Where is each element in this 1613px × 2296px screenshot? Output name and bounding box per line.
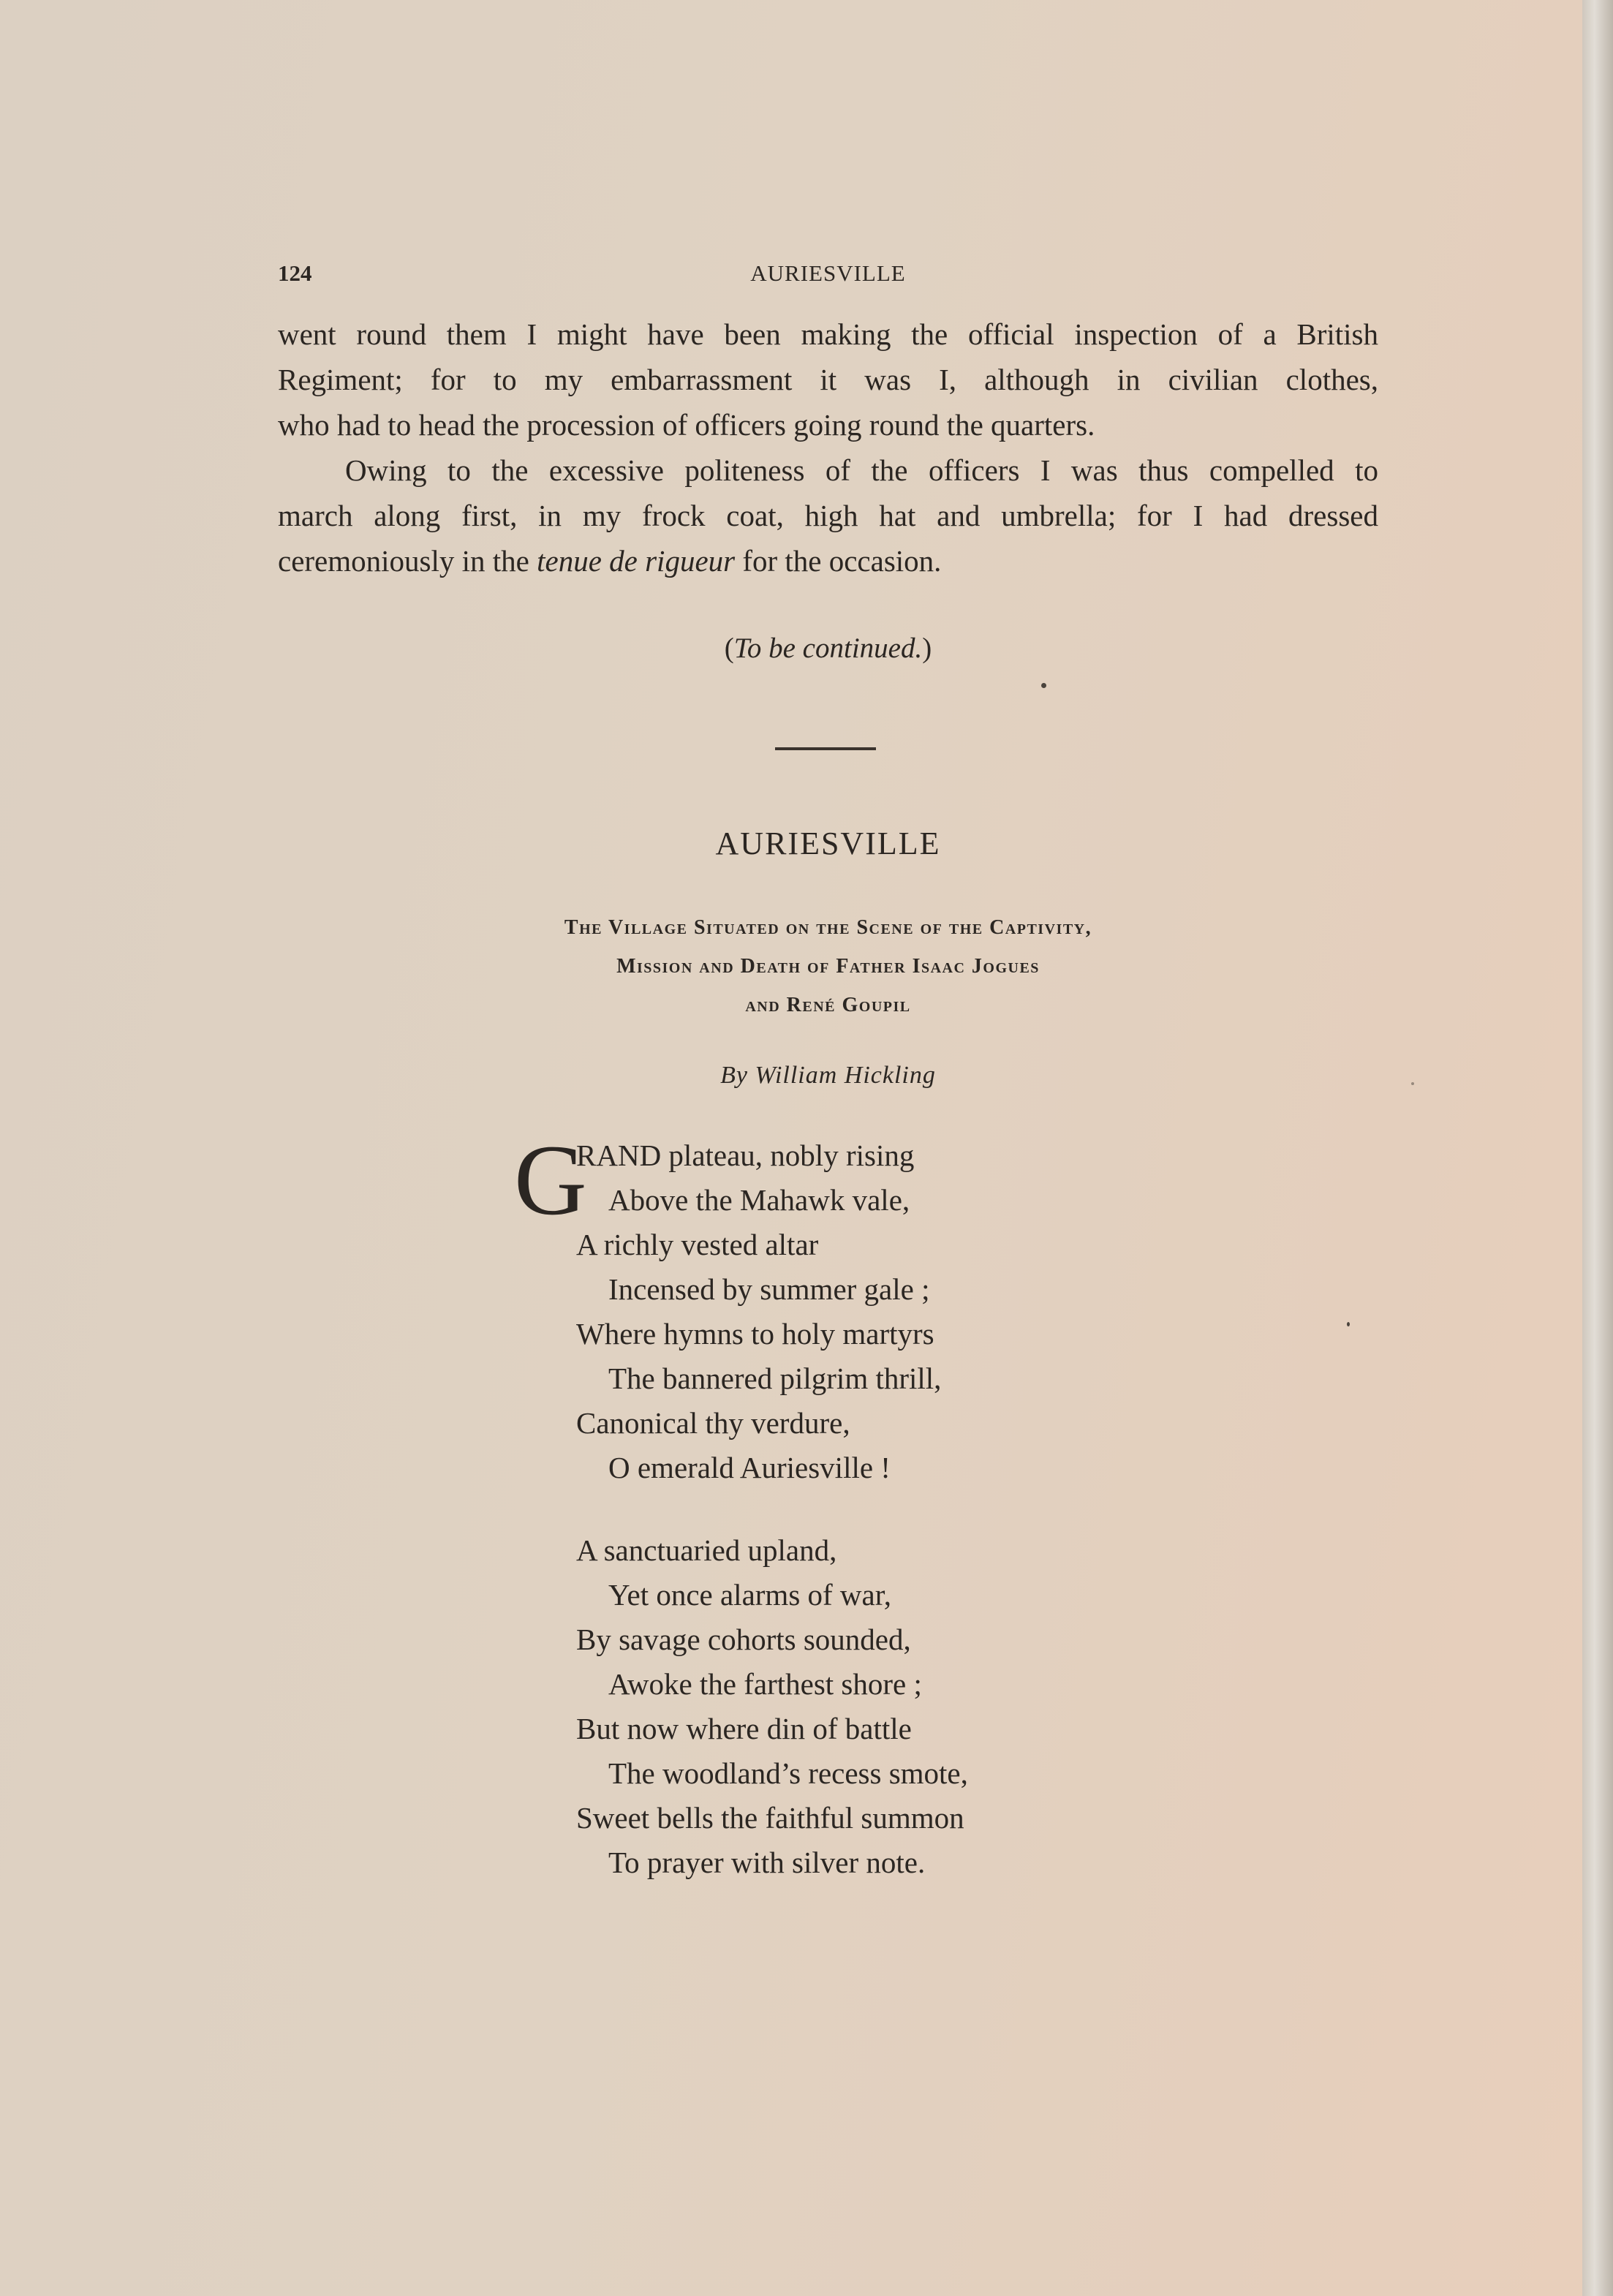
verse-line: Yet once alarms of war, xyxy=(608,1578,891,1612)
text-run: ceremoniously in the xyxy=(278,544,537,578)
open-paren: ( xyxy=(724,632,734,664)
paper-speck xyxy=(1347,1322,1350,1326)
continued-text: To be continued. xyxy=(733,632,923,664)
text-line: who had to head the procession of officers going round the quarters. xyxy=(278,408,1095,442)
text-line: march along first, in my frock coat, high hat and umbrella; for I had dressed xyxy=(278,499,1378,532)
close-paren: ) xyxy=(922,632,932,664)
page-number: 124 xyxy=(278,260,312,286)
verse-line: A richly vested altar xyxy=(576,1228,819,1261)
page-header xyxy=(278,253,1378,294)
verse-line: Above the Mahawk vale, xyxy=(608,1183,910,1217)
verse-line: Where hymns to holy martyrs xyxy=(576,1317,934,1351)
verse-line: RAND plateau, nobly rising xyxy=(576,1138,915,1172)
paper-speck xyxy=(1411,1082,1414,1085)
verse-line: Canonical thy verdure, xyxy=(576,1406,850,1440)
subtitle-line: The Village Situated on the Scene of the Captivity, xyxy=(564,916,1092,939)
continued-note xyxy=(278,632,1378,665)
verse-line: To prayer with silver note. xyxy=(608,1846,926,1879)
prose-body xyxy=(278,311,1378,584)
verse-line: Sweet bells the faithful summon xyxy=(576,1801,964,1835)
text-line xyxy=(278,538,1378,584)
poem-subtitle xyxy=(278,908,1378,1024)
page-edge xyxy=(1582,0,1613,2296)
paragraph-2 xyxy=(278,448,1378,584)
text-run: for the occasion. xyxy=(735,544,942,578)
verse-line: A sanctuaried upland, xyxy=(576,1533,837,1567)
text-line: Regiment; for to my embarrassment it was I, although in civilian clothes, xyxy=(278,363,1378,396)
verse-line: Awoke the farthest shore ; xyxy=(608,1667,922,1701)
verse-line: The bannered pilgrim thrill, xyxy=(608,1362,942,1395)
drop-cap: G xyxy=(514,1124,587,1236)
paragraph-1 xyxy=(278,311,1378,448)
subtitle-line: Mission and Death of Father Isaac Jogues xyxy=(616,955,1040,978)
poem-body xyxy=(514,1124,1234,1885)
text-line: went round them I might have been making the official inspection of a British xyxy=(278,317,1378,351)
byline: By William Hickling xyxy=(720,1062,936,1089)
subtitle-line: and René Goupil xyxy=(745,994,911,1016)
poem-title: AURIESVILLE xyxy=(715,826,941,861)
verse-line: Incensed by summer gale ; xyxy=(608,1272,930,1306)
text-line: Owing to the excessive politeness of the officers I was thus compelled to xyxy=(345,453,1378,487)
verse-line: But now where din of battle xyxy=(576,1712,912,1745)
paper-speck xyxy=(1041,683,1046,688)
verse-line: The woodland’s recess smote, xyxy=(608,1756,968,1790)
verse-line: O emerald Auriesville ! xyxy=(608,1451,891,1484)
italic-phrase: tenue de rigueur xyxy=(537,544,736,578)
running-head: AURIESVILLE xyxy=(750,260,906,286)
stanza-2 xyxy=(576,1528,1234,1885)
stanza-1 xyxy=(576,1133,1234,1490)
verse-line: By savage cohorts sounded, xyxy=(576,1623,911,1656)
section-divider xyxy=(775,747,876,750)
